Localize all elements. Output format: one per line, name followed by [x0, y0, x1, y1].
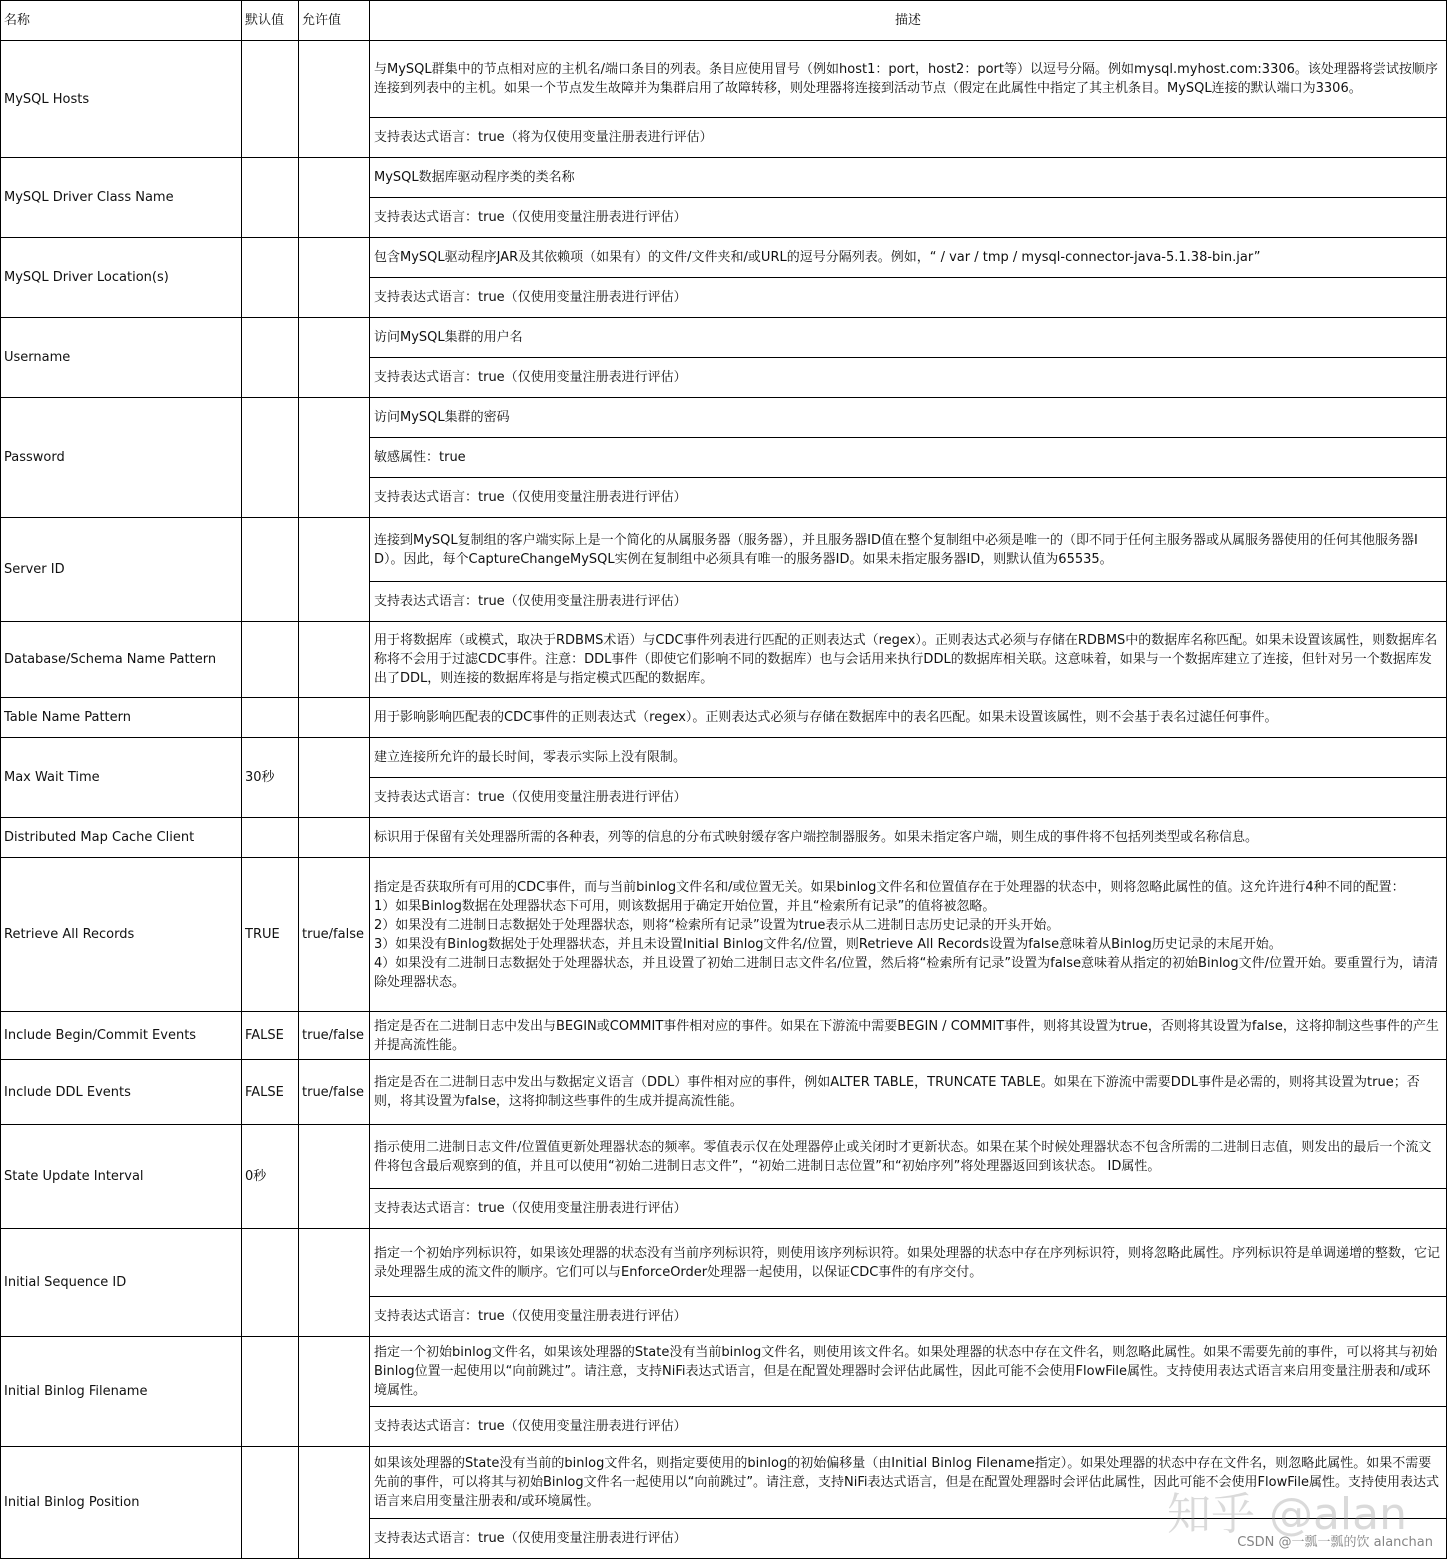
default-value-cell: FALSE	[242, 1012, 299, 1060]
table-row	[1, 1125, 1447, 1189]
property-name-cell: Server ID	[1, 518, 242, 622]
description-cell: 敏感属性：true	[370, 438, 1447, 478]
csdn-watermark: CSDN @一瓢一瓢的饮 alanchan	[1237, 1535, 1433, 1550]
description-cell: 与MySQL群集中的节点相对应的主机名/端口条目的列表。条目应使用冒号（例如host1：port，host2：port等）以逗号分隔。例如mysql.myhost.com:3306。该处理器将尝试按顺序连接到列表中的主机。如果一个节点发生故障并为集群启用了故障转移，则处理器将连接到活动节点（假定在此属性中指定了其主机条目。MySQL连接的默认端口为3306。	[370, 41, 1447, 118]
property-name-cell: MySQL Hosts	[1, 41, 242, 158]
table-header-row	[1, 1, 1447, 41]
property-name-cell: Max Wait Time	[1, 738, 242, 818]
table-row	[1, 238, 1447, 278]
description-cell: 包含MySQL驱动程序JAR及其依赖项（如果有）的文件/文件夹和/或URL的逗号分隔列表。例如，“ / var / tmp / mysql-connector-java-5.1.38-bin.jar”	[370, 238, 1447, 278]
property-name-cell: Initial Sequence ID	[1, 1229, 242, 1337]
description-cell: 支持表达式语言：true（仅使用变量注册表进行评估）	[370, 1189, 1447, 1229]
description-cell: 指定一个初始binlog文件名，如果该处理器的State没有当前binlog文件名，则使用该文件名。如果处理器的状态中存在文件名，则忽略此属性。如果不需要先前的事件，可以将其与初始Binlog位置一起使用以“向前跳过”。请注意，支持NiFi表达式语言，但是在配置处理器时会评估此属性，因此可能不会使用FlowFile属性。支持使用表达式语言来启用变量注册表和/或环境属性。	[370, 1337, 1447, 1407]
table-row	[1, 398, 1447, 438]
table-row	[1, 698, 1447, 738]
property-name-cell: Username	[1, 318, 242, 398]
description-cell: 支持表达式语言：true（仅使用变量注册表进行评估）	[370, 278, 1447, 318]
property-name-cell: Initial Binlog Filename	[1, 1337, 242, 1447]
description-cell: 指定是否获取所有可用的CDC事件，而与当前binlog文件名和/或位置无关。如果binlog文件名和位置值存在于处理器的状态中，则将忽略此属性的值。这允许进行4种不同的配置： 1）如果Binlog数据在处理器状态下可用，则该数据用于确定开始位置，并且“检索所有记录”的值将被忽略。 2）如果没有二进制日志数据处于处理器状态，则将“检索所有记录”设置为true表示从二进制日志历史记录的开头开始。 3）如果没有Binlog数据处于处理器状态，并且未设置Initial Binlog文件名/位置，则Retrieve All Records设置为false意味着从Binlog历史记录的末尾开始。 4）如果没有二进制日志数据处于处理器状态，并且设置了初始二进制日志文件名/位置，然后将“检索所有记录”设置为false意味着从指定的初始Binlog文件/位置开始。要重置行为，请清除处理器状态。	[370, 858, 1447, 1012]
description-cell: 访问MySQL集群的密码	[370, 398, 1447, 438]
description-cell: 连接到MySQL复制组的客户端实际上是一个简化的从属服务器（服务器），并且服务器ID值在整个复制组中必须是唯一的（即不同于任何主服务器或从属服务器使用的任何其他服务器ID）。因此，每个CaptureChangeMySQL实例在复制组中必须具有唯一的服务器ID。如果未指定服务器ID，则默认值为65535。	[370, 518, 1447, 582]
default-value-cell	[242, 1229, 299, 1337]
default-value-cell: 30秒	[242, 738, 299, 818]
property-name-cell: Database/Schema Name Pattern	[1, 622, 242, 698]
allowed-values-cell	[299, 622, 370, 698]
default-value-cell	[242, 318, 299, 398]
description-cell: 如果该处理器的State没有当前的binlog文件名，则指定要使用的binlog的初始偏移量（由Initial Binlog Filename指定）。如果处理器的状态中存在文件名，则忽略此属性。如果不需要先前的事件，可以将其与初始Binlog文件名一起使用以“向前跳过”。请注意，支持NiFi表达式语言，但是在配置处理器时会评估此属性，因此可能不会使用FlowFile属性。支持使用表达式语言来启用变量注册表和/或环境属性。	[370, 1447, 1447, 1519]
description-cell: 支持表达式语言：true（将为仅使用变量注册表进行评估）	[370, 118, 1447, 158]
table-row	[1, 1337, 1447, 1407]
description-cell: 访问MySQL集群的用户名	[370, 318, 1447, 358]
property-name-cell: MySQL Driver Location(s)	[1, 238, 242, 318]
description-cell: 指定是否在二进制日志中发出与BEGIN或COMMIT事件相对应的事件。如果在下游流中需要BEGIN / COMMIT事件，则将其设置为true，否则将其设置为false，这将抑制这些事件的产生并提高流性能。	[370, 1012, 1447, 1060]
description-cell: 指定是否在二进制日志中发出与数据定义语言（DDL）事件相对应的事件，例如ALTER TABLE，TRUNCATE TABLE。如果在下游流中需要DDL事件是必需的，则将其设置为true；否则，将其设置为false，这将抑制这些事件的生成并提高流性能。	[370, 1060, 1447, 1125]
description-cell: 支持表达式语言：true（仅使用变量注册表进行评估）	[370, 478, 1447, 518]
allowed-values-cell	[299, 1337, 370, 1447]
table-row	[1, 622, 1447, 698]
default-value-cell: TRUE	[242, 858, 299, 1012]
default-value-cell	[242, 698, 299, 738]
table-row	[1, 1229, 1447, 1297]
allowed-values-cell	[299, 738, 370, 818]
table-row	[1, 1012, 1447, 1060]
header-default: 默认值	[242, 1, 299, 41]
description-cell: 标识用于保留有关处理器所需的各种表，列等的信息的分布式映射缓存客户端控制器服务。如果未指定客户端，则生成的事件将不包括列类型或名称信息。	[370, 818, 1447, 858]
property-name-cell: MySQL Driver Class Name	[1, 158, 242, 238]
allowed-values-cell	[299, 398, 370, 518]
allowed-values-cell	[299, 318, 370, 398]
description-cell: 支持表达式语言：true（仅使用变量注册表进行评估）	[370, 198, 1447, 238]
description-cell: 支持表达式语言：true（仅使用变量注册表进行评估）	[370, 1297, 1447, 1337]
description-cell: 建立连接所允许的最长时间，零表示实际上没有限制。	[370, 738, 1447, 778]
property-name-cell: Distributed Map Cache Client	[1, 818, 242, 858]
table-row	[1, 158, 1447, 198]
default-value-cell	[242, 622, 299, 698]
zhihu-watermark: 知乎 @alan	[1166, 1489, 1407, 1540]
allowed-values-cell: true/false	[299, 858, 370, 1012]
default-value-cell: FALSE	[242, 1060, 299, 1125]
header-name: 名称	[1, 1, 242, 41]
property-name-cell: Include DDL Events	[1, 1060, 242, 1125]
default-value-cell	[242, 398, 299, 518]
default-value-cell	[242, 1337, 299, 1447]
default-value-cell	[242, 41, 299, 158]
description-cell: 用于将数据库（或模式，取决于RDBMS术语）与CDC事件列表进行匹配的正则表达式（regex）。正则表达式必须与存储在RDBMS中的数据库名称匹配。如果未设置该属性，则数据库名称将不会用于过滤CDC事件。注意：DDL事件（即使它们影响不同的数据库）也与会话用来执行DDL的数据库相关联。这意味着，如果与一个数据库建立了连接，但针对另一个数据库发出了DDL，则连接的数据库将是与指定模式匹配的数据库。	[370, 622, 1447, 698]
table-row	[1, 318, 1447, 358]
property-name-cell: Table Name Pattern	[1, 698, 242, 738]
table-row	[1, 41, 1447, 118]
description-cell: 支持表达式语言：true（仅使用变量注册表进行评估）	[370, 1519, 1447, 1559]
description-cell: 支持表达式语言：true（仅使用变量注册表进行评估）	[370, 778, 1447, 818]
table-row	[1, 518, 1447, 582]
property-name-cell: Initial Binlog Position	[1, 1447, 242, 1559]
table-body	[1, 41, 1447, 1559]
allowed-values-cell	[299, 818, 370, 858]
header-description: 描述	[370, 1, 1447, 41]
table-row	[1, 1060, 1447, 1125]
table-row	[1, 818, 1447, 858]
allowed-values-cell	[299, 41, 370, 158]
default-value-cell	[242, 158, 299, 238]
allowed-values-cell	[299, 518, 370, 622]
description-cell: 指定一个初始序列标识符，如果该处理器的状态没有当前序列标识符，则使用该序列标识符。如果处理器的状态中存在序列标识符，则将忽略此属性。序列标识符是单调递增的整数，它记录处理器生成的流文件的顺序。它们可以与EnforceOrder处理器一起使用，以保证CDC事件的有序交付。	[370, 1229, 1447, 1297]
allowed-values-cell	[299, 1229, 370, 1337]
allowed-values-cell	[299, 1125, 370, 1229]
default-value-cell: 0秒	[242, 1125, 299, 1229]
allowed-values-cell: true/false	[299, 1060, 370, 1125]
description-cell: 指示使用二进制日志文件/位置值更新处理器状态的频率。零值表示仅在处理器停止或关闭时才更新状态。如果在某个时候处理器状态不包含所需的二进制日志值，则发出的最后一个流文件将包含最后观察到的值，并且可以使用“初始二进制日志文件”，“初始二进制日志位置”和“初始序列”将处理器返回到该状态。 ID属性。	[370, 1125, 1447, 1189]
default-value-cell	[242, 238, 299, 318]
allowed-values-cell	[299, 698, 370, 738]
default-value-cell	[242, 518, 299, 622]
table-row	[1, 858, 1447, 1012]
allowed-values-cell: true/false	[299, 1012, 370, 1060]
description-cell: MySQL数据库驱动程序类的类名称	[370, 158, 1447, 198]
default-value-cell	[242, 1447, 299, 1559]
description-cell: 用于影响影响匹配表的CDC事件的正则表达式（regex）。正则表达式必须与存储在数据库中的表名匹配。如果未设置该属性，则不会基于表名过滤任何事件。	[370, 698, 1447, 738]
allowed-values-cell	[299, 1447, 370, 1559]
description-cell: 支持表达式语言：true（仅使用变量注册表进行评估）	[370, 582, 1447, 622]
property-name-cell: State Update Interval	[1, 1125, 242, 1229]
description-cell: 支持表达式语言：true（仅使用变量注册表进行评估）	[370, 358, 1447, 398]
default-value-cell	[242, 818, 299, 858]
property-name-cell: Retrieve All Records	[1, 858, 242, 1012]
property-name-cell: Password	[1, 398, 242, 518]
allowed-values-cell	[299, 238, 370, 318]
allowed-values-cell	[299, 158, 370, 238]
header-allowed: 允许值	[299, 1, 370, 41]
property-name-cell: Include Begin/Commit Events	[1, 1012, 242, 1060]
table-row	[1, 738, 1447, 778]
description-cell: 支持表达式语言：true（仅使用变量注册表进行评估）	[370, 1407, 1447, 1447]
